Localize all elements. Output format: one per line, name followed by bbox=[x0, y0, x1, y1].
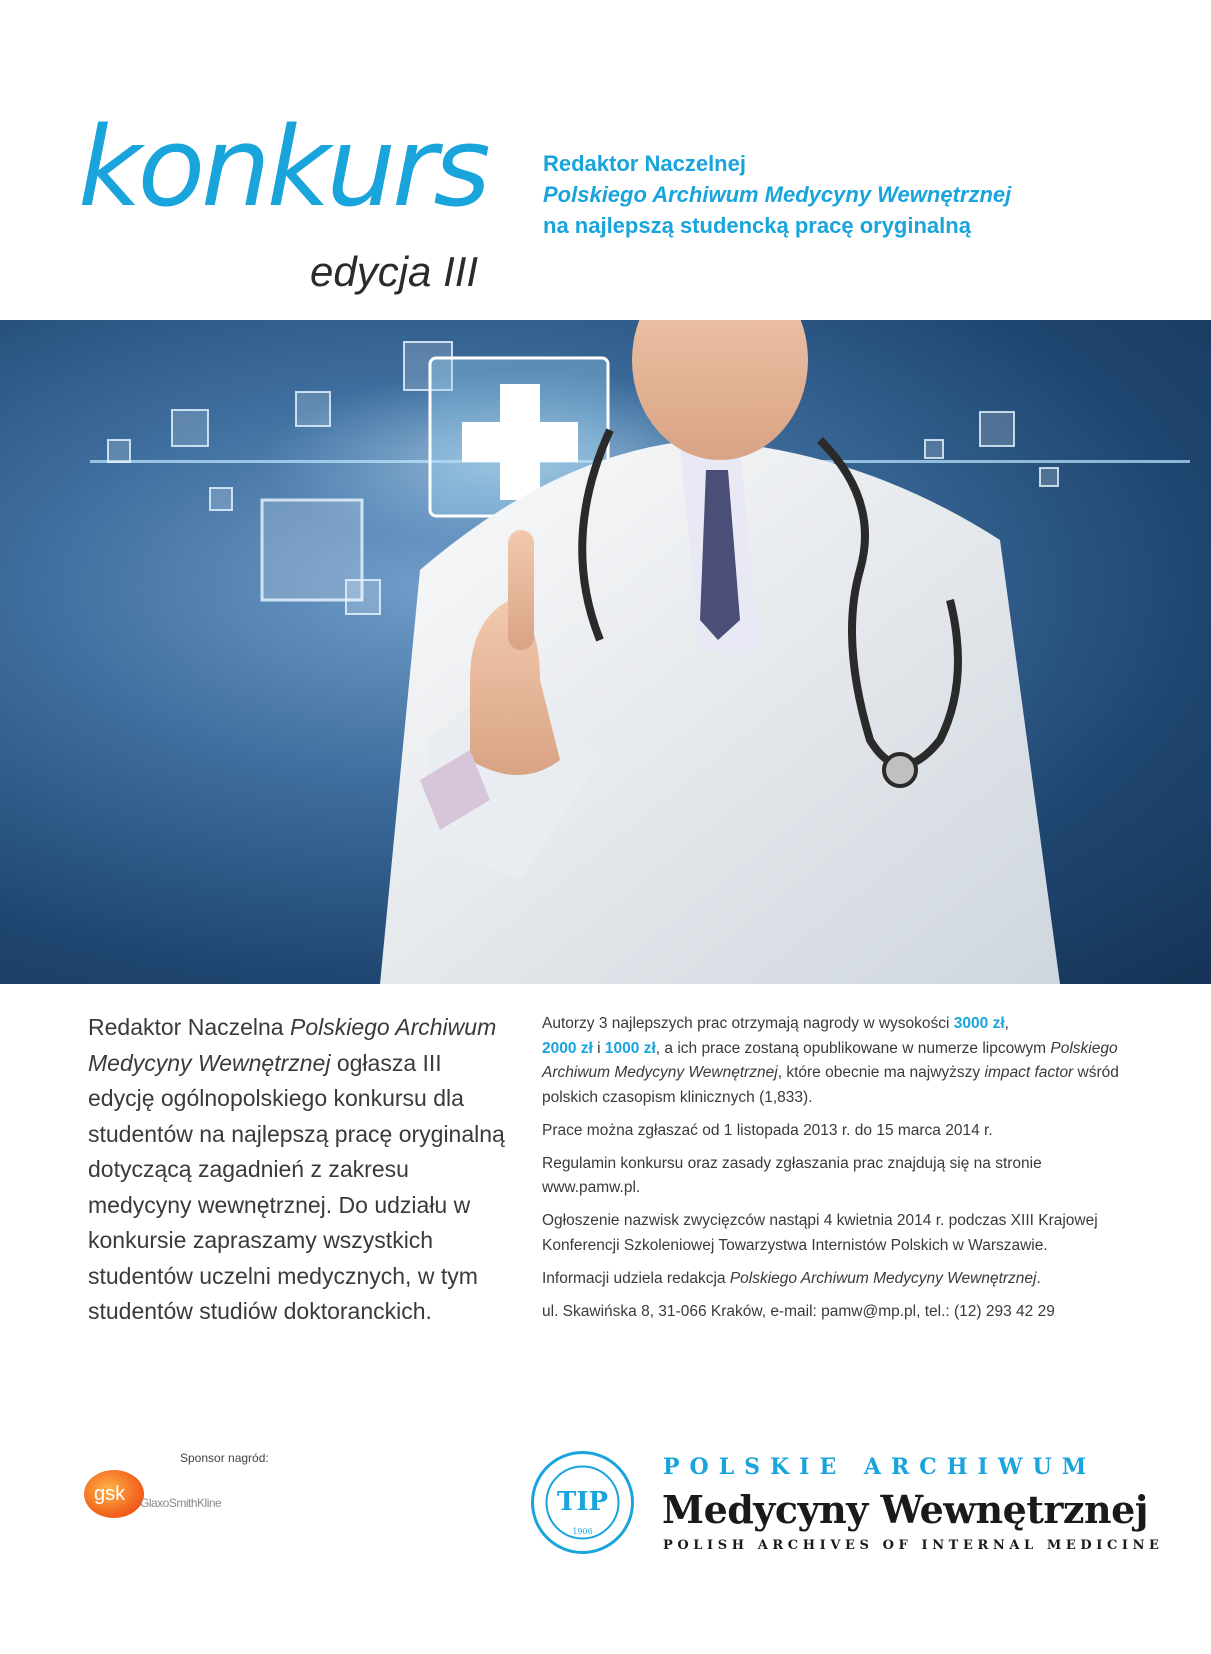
intro-journal-name: Polskiego Archiwum Medycyny Wewnętrznej bbox=[88, 1014, 497, 1076]
journal-title-english: POLISH ARCHIVES OF INTERNAL MEDICINE bbox=[663, 1538, 1164, 1553]
headline: konkurs bbox=[78, 103, 487, 231]
prize-third: 1000 zł bbox=[604, 1039, 656, 1057]
intro-body: ogłasza III edycję ogólnopolskiego konkursu dla studentów na najlepszą pracę oryginalną dotyczącą zagadnień z zakresu medycyny wewnętrznej. Do udziału w konkursie zapraszamy wszystkich studentów uczelni medycznych, w tym studentów studiów doktoranckich. bbox=[88, 1049, 505, 1324]
society-seal-icon bbox=[530, 1450, 635, 1555]
prizes-text-b: , bbox=[1004, 1015, 1009, 1032]
header-subtitle bbox=[543, 148, 1011, 241]
submission-dates: Prace można zgłaszać od 1 listopada 2013 r. do 15 marca 2014 r. bbox=[542, 1121, 993, 1139]
prize-first: 3000 zł bbox=[953, 1015, 1005, 1032]
edition-label: edycja III bbox=[310, 248, 479, 295]
contact-info bbox=[542, 1267, 1122, 1292]
intro-text bbox=[88, 1010, 508, 1330]
gsk-logo bbox=[84, 1468, 254, 1520]
prizes-text-a: Autorzy 3 najlepszych prac otrzymają nagrody w wysokości bbox=[542, 1015, 954, 1032]
intro-lead: Redaktor Naczelna bbox=[88, 1014, 290, 1040]
rules-paragraph: Regulamin konkursu oraz zasady zgłaszania prac znajdują się na stronie www.pamw.pl. bbox=[542, 1154, 1042, 1196]
contact-text-a: Informacji udziela redakcja bbox=[542, 1269, 730, 1287]
prizes-text-d: , a ich prace zostaną opublikowane w numerze lipcowym bbox=[655, 1039, 1051, 1057]
gsk-wordmark: GlaxoSmithKline bbox=[140, 1496, 222, 1510]
svg-text:gsk: gsk bbox=[94, 1483, 126, 1505]
hero-image bbox=[0, 320, 1211, 984]
details-text bbox=[542, 1012, 1122, 1333]
prizes-text-f: wśród polskich czasopism klinicznych (1,833). bbox=[542, 1064, 1119, 1106]
prizes-journal-name: Polskiego Archiwum Medycyny Wewnętrznej bbox=[542, 1039, 1118, 1081]
svg-text:TIP: TIP bbox=[556, 1487, 609, 1517]
prizes-paragraph bbox=[542, 1012, 1122, 1110]
journal-title-line-2: Medycyny Wewnętrznej bbox=[662, 1487, 1149, 1532]
contact-text-b: . bbox=[1036, 1269, 1041, 1287]
sponsor-label: Sponsor nagród: bbox=[180, 1451, 269, 1465]
subtitle-line-2: Polskiego Archiwum Medycyny Wewnętrznej bbox=[543, 182, 1012, 207]
prizes-text-c: i bbox=[592, 1039, 605, 1057]
svg-text:1906: 1906 bbox=[572, 1527, 593, 1536]
impact-factor-term: impact factor bbox=[984, 1064, 1074, 1081]
subtitle-line-3: na najlepszą studencką pracę oryginalną bbox=[543, 213, 971, 238]
contact-journal-name: Polskiego Archiwum Medycyny Wewnętrznej bbox=[729, 1269, 1037, 1287]
prizes-text-e: , które obecnie ma najwyższy bbox=[777, 1064, 985, 1081]
announcement-paragraph: Ogłoszenie nazwisk zwycięzców nastąpi 4 kwietnia 2014 r. podczas XIII Krajowej Konferencji Szkoleniowej Towarzystwa Internistów Polskich w Warszawie. bbox=[542, 1212, 1098, 1254]
journal-title-line-1: POLSKIE ARCHIWUM bbox=[663, 1454, 1097, 1480]
prize-second: 2000 zł bbox=[542, 1039, 593, 1057]
subtitle-line-1: Redaktor Naczelnej bbox=[543, 151, 746, 176]
address-line: ul. Skawińska 8, 31-066 Kraków, e-mail: pamw@mp.pl, tel.: (12) 293 42 29 bbox=[542, 1302, 1055, 1320]
